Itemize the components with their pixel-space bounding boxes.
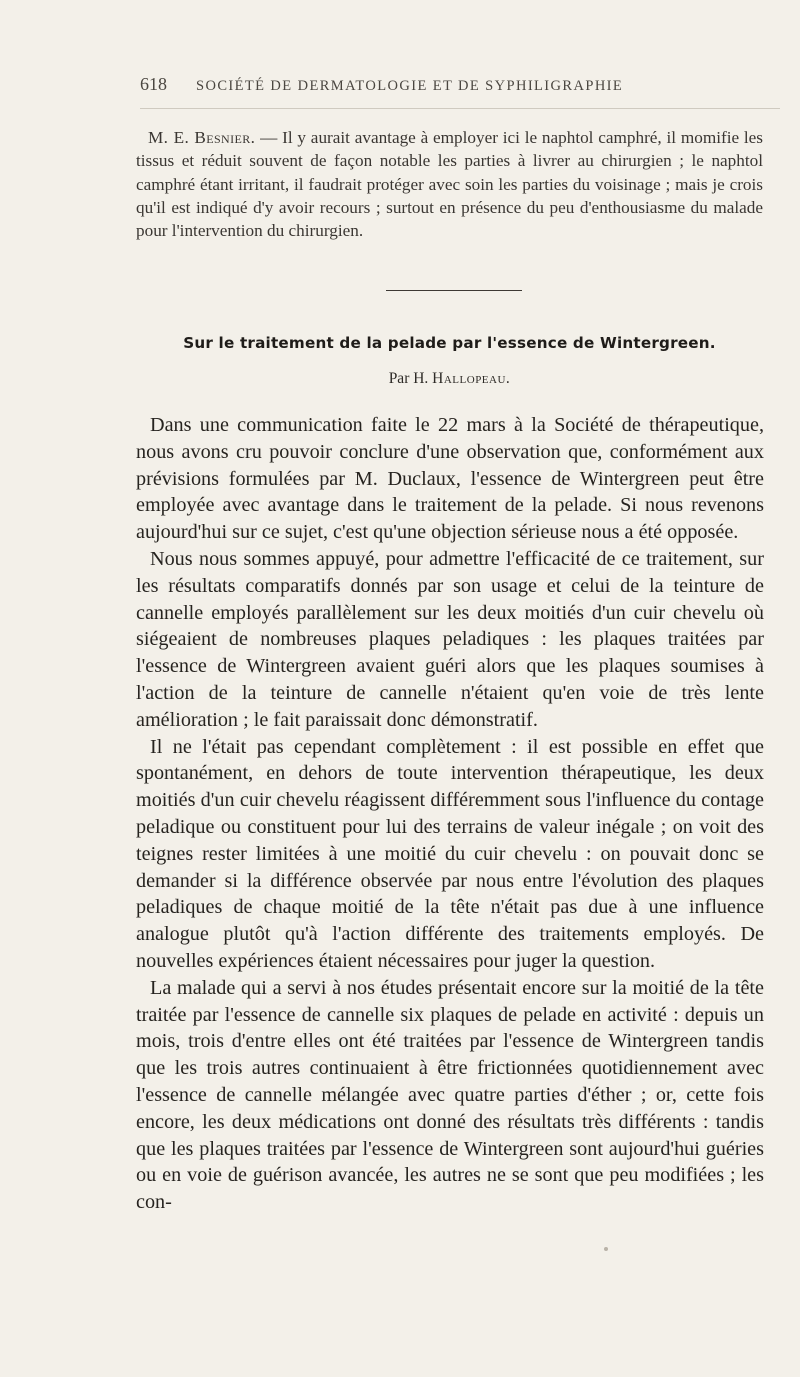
body-paragraph: Il ne l'était pas cependant complètement : il est possible en effet que spontanément, en dehors de toute intervention thérapeutique, les deux moitiés d'un cuir chevelu réagissent différemment sous l'influence du contage peladique ou constituent pour lui des terrains de valeur inégale ; on voit des teignes rester limitées à une moitié du cuir chevelu : on pouvait donc se demander si la différence observée par nous entre l'évolution des plaques peladiques de chaque moitié de la tête n'était pas due à une influence analogue plutôt qu'à l'action différente des traitements employés. De nouvelles expériences étaient nécessaires pour juger la question.	[136, 735, 764, 972]
article-body	[136, 412, 764, 1216]
header-rule	[140, 108, 780, 109]
discussion-text: — Il y aurait avantage à employer ici le naphtol camphré, il momifie les tissus et réduit souvent de façon notable les parties à livrer au chirurgien ; le naphtol camphré étant irritant, il faudrait protéger avec soin les parties du voisinage ; mais je crois qu'il est indiqué d'y avoir recours ; surtout en présence du peu d'enthousiasme du malade pour l'intervention du chirurgien.	[136, 128, 763, 241]
body-paragraph: Dans une communication faite le 22 mars à la Société de thérapeutique, nous avons cru pouvoir conclure d'une observation que, conformément aux prévisions formulées par M. Duclaux, l'essence de Wintergreen peut être employée avec avantage dans le traitement de la pelade. Si nous revenons aujourd'hui sur ce sujet, c'est qu'une objection sérieuse nous a été opposée.	[136, 414, 764, 544]
running-header	[140, 74, 780, 95]
body-paragraph: La malade qui a servi à nos études présentait encore sur la moitié de la tête traitée par l'essence de cannelle six plaques de pelade en activité : depuis un mois, trois d'entre elles ont été traitées par l'essence de Wintergreen tandis que les trois autres continuaient à être frictionnées quotidiennement avec l'essence de cannelle mélangée avec quatre parties d'éther ; or, cette fois encore, les deux médications ont donné des résultats très différents : tandis que les plaques traitées par l'essence de Wintergreen sont aujourd'hui guéries ou en voie de guérison avancée, les autres ne se sont que peu modifiées ; les con-	[136, 976, 764, 1214]
running-title: SOCIÉTÉ DE DERMATOLOGIE ET DE SYPHILIGRAPHIE	[196, 78, 624, 94]
article-title: Sur le traitement de la pelade par l'essence de Wintergreen.	[183, 334, 716, 352]
author-name: Hallopeau.	[432, 370, 511, 387]
print-speck	[604, 1247, 608, 1251]
body-paragraph: Nous nous sommes appuyé, pour admettre l'efficacité de ce traitement, sur les résultats comparatifs donnés par son usage et celui de la teinture de cannelle employés parallèlement sur les deux moitiés d'un cuir chevelu où siégeaient de nombreuses plaques peladiques : les plaques traitées par l'essence de Wintergreen avaient guéri alors que les plaques soumises à l'action de la teinture de cannelle n'étaient qu'en voie de très lente amélioration ; le fait paraissait donc démonstratif.	[136, 547, 764, 731]
discussion-paragraph	[136, 126, 763, 242]
section-separator	[386, 290, 522, 291]
speaker-name: M. E. Besnier.	[148, 128, 256, 147]
page-number: 618	[140, 74, 167, 94]
previous-discussion	[136, 126, 763, 242]
byline-prefix: Par H.	[388, 370, 433, 387]
byline	[136, 370, 763, 388]
